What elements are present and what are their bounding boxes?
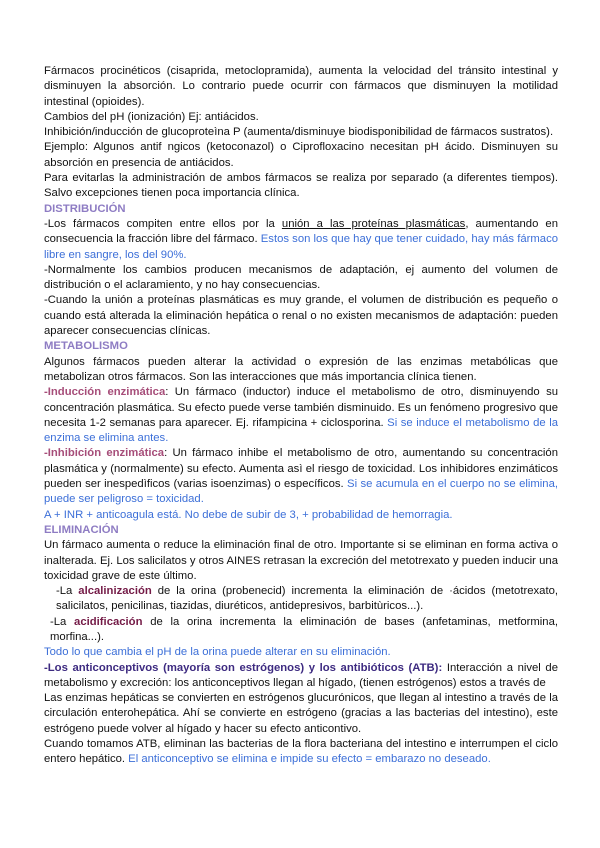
paragraph [44, 446, 558, 507]
section-heading-distribucion: DISTRIBUCIÓN [44, 202, 126, 215]
paragraph: -Cuando la unión a proteínas plasmáticas es muy grande, el volumen de distribución es pequeño o cuando está alterada la eliminación hepática o renal o no existen mecanismos de adaptación: pueden aparecer consecuencias clínicas. [44, 294, 558, 338]
underlined-text: unión a las proteínas plasmáticas [281, 217, 466, 230]
text: de la orina (probenecid) incrementa la eliminación de ·ácidos (metotrexato, salicilatos, penicilinas, tiazidas, diuréticos, antidepresivos, barbitùricos...). [56, 585, 559, 613]
text: Cuando tomamos ATB, eliminan las bacterias de la flora bacteriana del intestino e interrumpen el ciclo entero hepático. [44, 738, 558, 766]
paragraph: Algunos fármacos pueden alterar la actividad o expresión de las enzimas metabólicas que metabolizan otros fármacos. Son las interacciones que más importancia clínica tienen. [44, 355, 558, 383]
term-anticonceptivos-atb: -Los anticonceptivos (mayoría son estrógenos) y los antibióticos (ATB): [44, 661, 443, 674]
text: Interacción a nivel de metabolismo y excreción: los anticonceptivos llegan al hígado, (tienen estrógenos) estos a través de [44, 661, 558, 689]
term-alcalinizacion: alcalinización [78, 585, 152, 598]
text: -Los fármacos compiten entre ellos por la [44, 217, 282, 230]
paragraph [44, 661, 558, 692]
paragraph [44, 737, 558, 768]
text: , aumentando en consecuencia la fracción libre del fármaco. [44, 217, 558, 246]
paragraph: Las enzimas hepáticas se convierten en estrógenos glucurónicos, que llegan al intestino a través de la circulación enterohepática. Ahí se convierte en estrógeno (gracias a las bacterias del intestino), este estrógeno puede volver al hígado y hacer su efecto anticontivo. [44, 692, 558, 735]
paragraph: Para evitarlas la administración de ambos fármacos se realiza por separado (a diferentes tiempos). Salvo excepciones tienen poca importancia clínica. [44, 172, 558, 200]
paragraph [44, 385, 558, 446]
note-paragraph: Todo lo que cambia el pH de la orina puede alterar en su eliminación. [44, 646, 391, 659]
paragraph: Ejemplo: Algunos antif ngicos (ketoconazol) o Ciprofloxacino necesitan pH ácido. Disminuyen su absorción en presencia de antiácidos. [44, 141, 558, 169]
text: : Un fármaco (inductor) induce el metabolismo de otro, disminuyendo su concentración plasmática. Su efecto puede verse también disminuido. Es un fenómeno progresivo que necesita 1-2 semanas para aparecer. Ej. rifampicina + ciclosporina. [44, 386, 558, 429]
note-text: Si se induce el metabolismo de la enzima se elimina antes. [44, 416, 558, 445]
paragraph: Fármacos procinéticos (cisaprida, metoclopramida), aumenta la velocidad del tránsito intestinal y disminuyen la absorción. Lo contrario puede ocurrir con fármacos que disminuyen la motilidad intestinal (opioides). [44, 65, 558, 108]
text: : Un fármaco inhibe el metabolismo de otro, aumentando su concentración plasmática y (normalmente) su efecto. Aumenta asì el riesgo de toxicidad. Los inhibidores enzimáticos pueden ser inespedìficos (varias isoenzimas) o específicos. [44, 447, 558, 491]
text: -La [56, 585, 79, 598]
paragraph: Cambios del pH (ionización) Ej: antiácidos. [44, 110, 259, 123]
paragraph [44, 615, 558, 646]
term-inhibicion: -Inhibición enzimática [44, 447, 165, 460]
note-text: El anticonceptivo se elimina e impide su efecto = embarazo no deseado. [128, 753, 491, 766]
paragraph: -Normalmente los cambios producen mecanismos de adaptación, ej aumento del volumen de distribución o el aclaramiento, y no hay consecuencias. [44, 263, 558, 292]
term-induccion: -Inducción enzimática [44, 386, 166, 399]
paragraph: Inhibición/inducción de glucoproteìna P (aumenta/disminuye biodisponibilidad de fármacos sustratos). [44, 126, 554, 139]
paragraph: Un fármaco aumenta o reduce la eliminación final de otro. Importante si se eliminan en forma activa o inalterada. Ej. Los salicilatos y otros AINES retrasan la excreción del metotrexato y pueden inducir una toxicidad grave de este último. [44, 539, 558, 582]
note-paragraph: A + INR + anticoagula está. No debe de subir de 3, + probabilidad de hemorragia. [44, 508, 453, 521]
text: -La [50, 615, 75, 628]
note-text: Si se acumula en el cuerpo no se elimina, puede ser peligroso = toxicidad. [44, 478, 558, 506]
section-heading-metabolismo: METABOLISMO [44, 340, 128, 353]
text: de la orina incrementa la eliminación de bases (anfetaminas, metformina, morfina...). [50, 615, 558, 643]
paragraph [44, 217, 558, 263]
section-heading-eliminacion: ELIMINACIÓN [44, 523, 119, 536]
term-acidificacion: acidificación [74, 615, 143, 628]
document-page [44, 64, 558, 768]
note-text: Estos son los que hay que tener cuidado, hay más fármaco libre en sangre, los del 90%. [44, 233, 558, 261]
paragraph [44, 584, 558, 615]
